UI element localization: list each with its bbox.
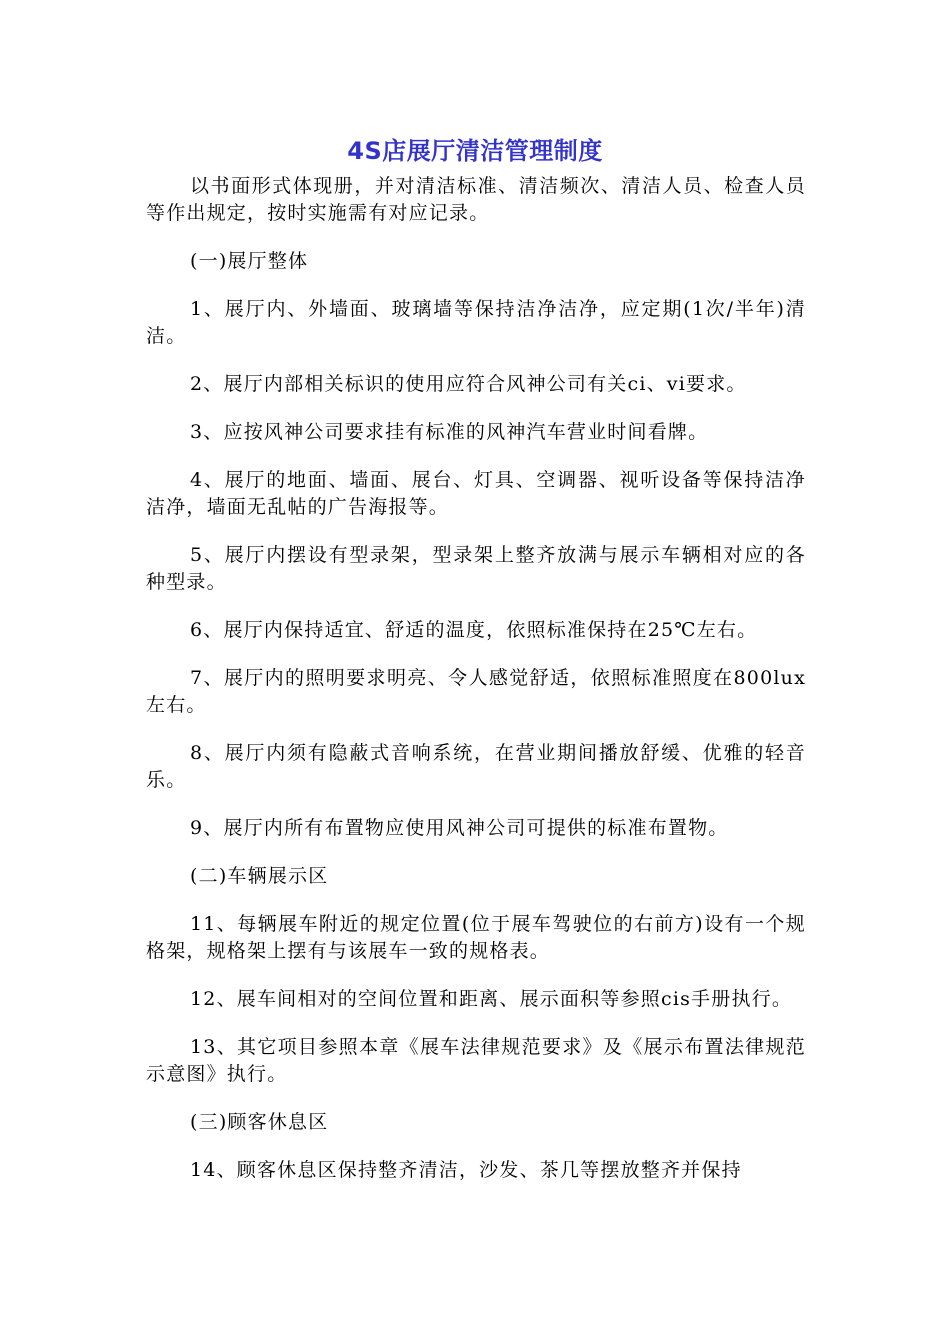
document-body [146,173,806,1205]
paragraph-item-6: 6、展厅内保持适宜、舒适的温度，依照标准保持在25℃左右。 [190,619,758,641]
paragraph-item-13: 13、其它项目参照本章《展车法律规范要求》及《展示布置法律规范示意图》执行。 [146,1036,806,1085]
section-heading-1: (一)展厅整体 [190,250,309,272]
paragraph-item-8: 8、展厅内须有隐蔽式音响系统，在营业期间播放舒缓、优雅的轻音乐。 [146,742,806,791]
document-title: 4S店展厅清洁管理制度 [347,137,603,165]
section-heading-3: (三)顾客休息区 [190,1111,329,1133]
intro-paragraph: 以书面形式体现册，并对清洁标准、清洁频次、清洁人员、检查人员等作出规定，按时实施需有对应记录。 [146,175,806,224]
paragraph-item-3: 3、应按风神公司要求挂有标准的风神汽车营业时间看牌。 [190,421,709,443]
paragraph-item-4: 4、展厅的地面、墙面、展台、灯具、空调器、视听设备等保持洁净洁净，墙面无乱帖的广告海报等。 [146,469,806,518]
paragraph-item-7: 7、展厅内的照明要求明亮、令人感觉舒适，依照标准照度在800lux左右。 [146,667,806,716]
paragraph-item-5: 5、展厅内摆设有型录架，型录架上整齐放满与展示车辆相对应的各种型录。 [146,544,806,593]
paragraph-item-1: 1、展厅内、外墙面、玻璃墙等保持洁净洁净，应定期(1次/半年)清洁。 [146,298,806,347]
paragraph-item-12: 12、展车间相对的空间位置和距离、展示面积等参照cis手册执行。 [190,988,793,1010]
paragraph-item-2: 2、展厅内部相关标识的使用应符合风神公司有关ci、vi要求。 [190,373,747,395]
paragraph-item-11: 11、每辆展车附近的规定位置(位于展车驾驶位的右前方)设有一个规格架，规格架上摆有与该展车一致的规格表。 [146,913,806,962]
paragraph-item-14: 14、顾客休息区保持整齐清洁，沙发、茶几等摆放整齐并保持 [190,1159,742,1181]
section-heading-2: (二)车辆展示区 [190,865,329,887]
paragraph-item-9: 9、展厅内所有布置物应使用风神公司可提供的标准布置物。 [190,817,729,839]
